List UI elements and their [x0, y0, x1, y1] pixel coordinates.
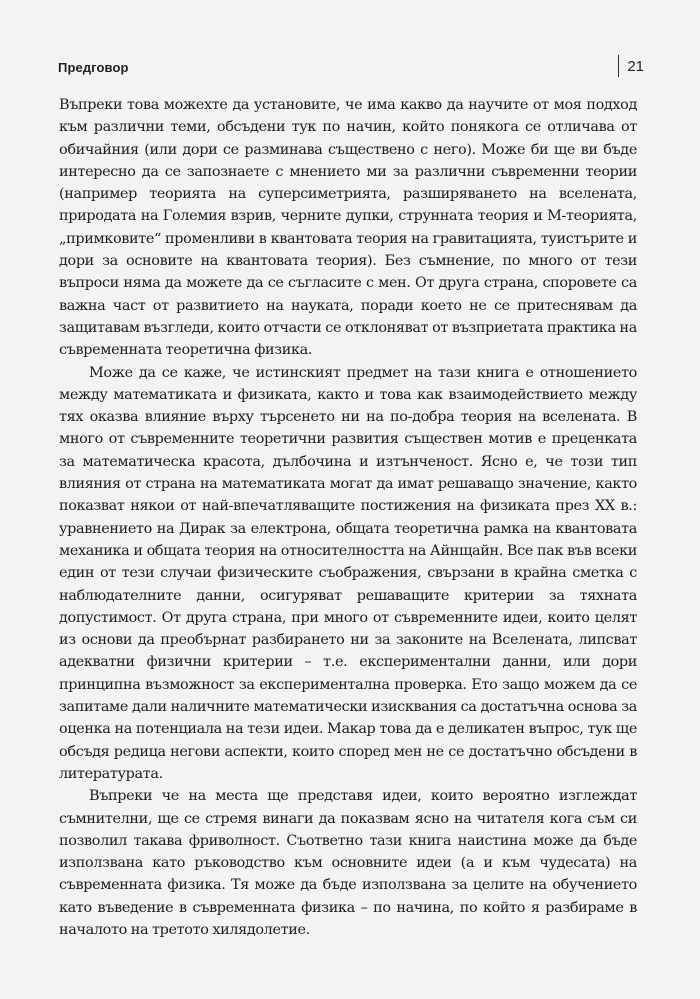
page-number-block	[618, 55, 644, 77]
paragraph-2: Може да се каже, че истинският предмет на тази книга е отношението между математиката и физиката, както и това как взаимодействието между тях оказва влияние върху търсенето ни на по-добра теория на вселената. В много от съвременните теоретични развития съществен мотив е преценката за математическа красота, дълбочина и изтънченост. Ясно е, че този тип влияния от страна на математиката могат да имат решаващо значение, както показват някои от най-впечатляващите постижения на физиката през XX в.: уравнението на Дирак за електрона, общата теоретична рамка на квантовата механика и общата теория на относителността на Айнщайн. Все пак във всеки един от тези случаи физическите съображения, свързани в крайна сметка с наблюдателните данни, осигуряват решаващите критерии за тяхната допустимост. От друга страна, при много от съвременните идеи, които целят из основи да преобърнат разбирането ни за законите на Вселената, липсват адекватни физични критерии – т.е. експериментални данни, или дори принципна възможност за експериментална проверка. Ето защо можем да се запитаме дали наличните математически изисквания са достатъчна основа за оценка на потенциала на тези идеи. Макар това да е деликатен въпрос, тук ще обсъдя редица негови аспекти, които според мен не се достатъчно обсъдени в литературата.	[59, 364, 637, 782]
running-head: Предговор	[58, 60, 129, 75]
page-number: 21	[627, 57, 644, 75]
paragraph-3: Въпреки че на места ще представя идеи, които вероятно изглеждат съмнителни, ще се стремя винаги да показвам ясно на читателя кога съм си позволил такава фриволност. Съответно тази книга наистина може да бъде използвана като ръководство към основните идеи (а и към чудесата) на съвременната физика. Тя може да бъде използвана за целите на обучението като въведение в съвременната физика – по начина, по който я разбираме в началото на третото хилядолетие.	[59, 788, 637, 938]
paragraph-1: Въпреки това можехте да установите, че има какво да научите от моя подход към различни теми, обсъдени тук по начин, който понякога се отличава от обичайния (или дори се разминава съществено с него). Може би ще ви бъде интересно да се запознаете с мнението ми за различни съвременни теории (например теорията на суперсиметрията, разширяването на вселената, природата на Големия взрив, черните дупки, струнната теория и М-теорията, „примковите“ променливи в квантовата теория на гравитацията, туистърите и дори за основите на квантовата теория). Без съмнение, по много от тези въпроси няма да можете да се съгласите с мен. От друга страна, споровете са важна част от развитието на науката, поради което не се притеснявам да защитавам възгледи, които отчасти се отклоняват от възприетата практика на съвременната теоретична физика.	[59, 97, 637, 359]
body-text	[59, 94, 637, 941]
page-number-divider	[618, 55, 619, 77]
